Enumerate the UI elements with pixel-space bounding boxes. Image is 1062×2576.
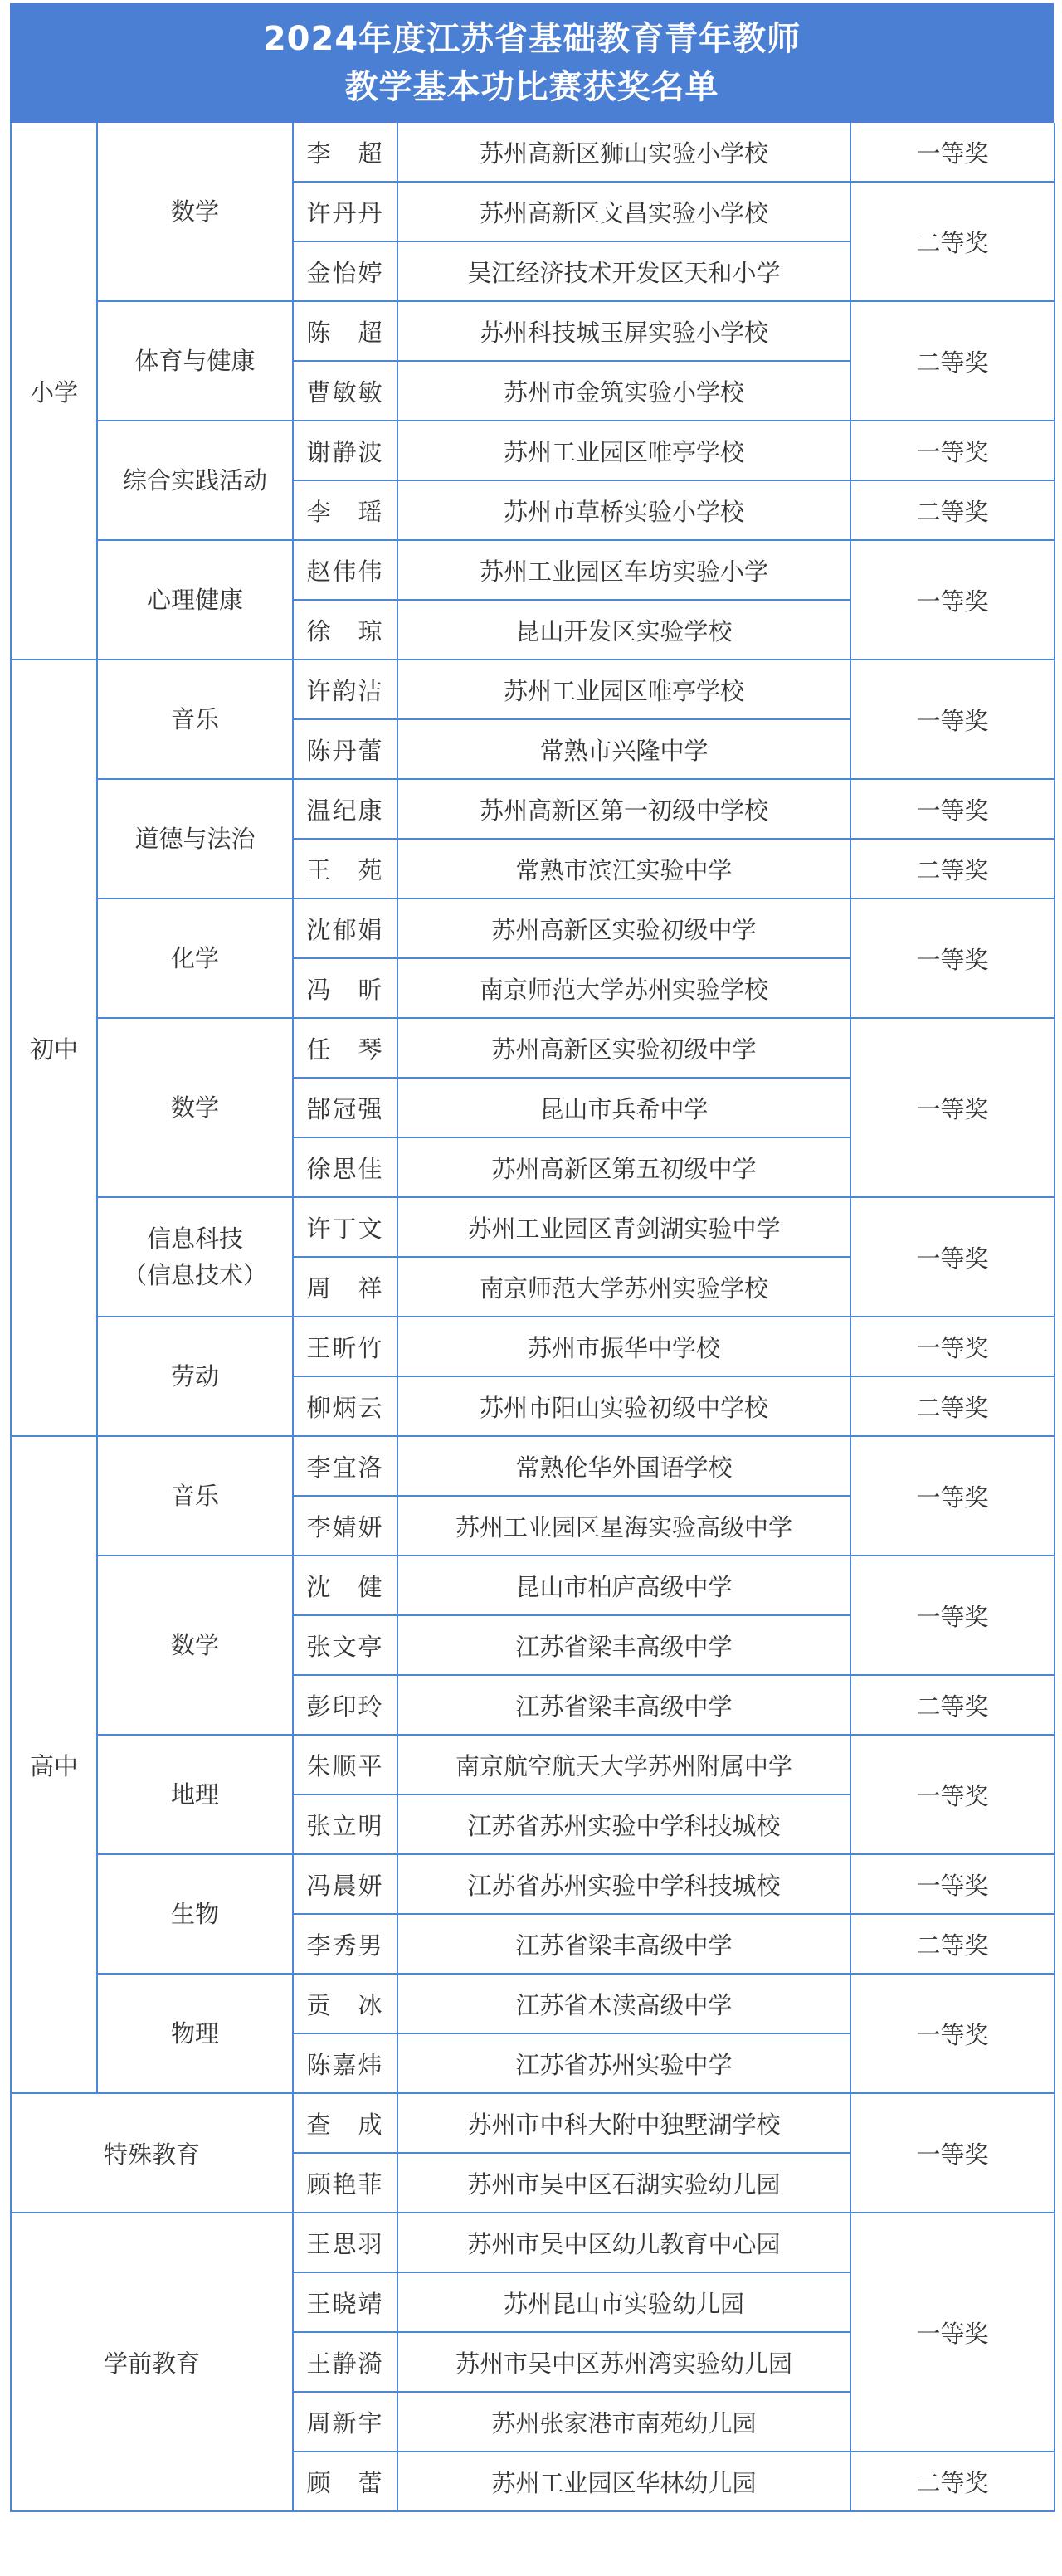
table-row [11, 1854, 1055, 1914]
school-cell: 江苏省苏州实验中学 [397, 2033, 850, 2093]
school-cell: 苏州高新区实验初级中学 [397, 898, 850, 958]
name-cell: 冯晨妍 [293, 1854, 397, 1914]
school-cell: 江苏省苏州实验中学科技城校 [397, 1854, 850, 1914]
table-row [11, 1735, 1055, 1794]
stage-cell: 小学 [11, 123, 97, 660]
table-row [11, 421, 1055, 480]
school-cell: 苏州张家港市南苑幼儿园 [397, 2392, 850, 2452]
name-cell: 王静漪 [293, 2332, 397, 2392]
school-cell: 苏州市草桥实验小学校 [397, 480, 850, 540]
page-title [10, 3, 1054, 123]
school-cell: 苏州高新区文昌实验小学校 [397, 182, 850, 241]
school-cell: 苏州市阳山实验初级中学校 [397, 1376, 850, 1436]
award-table [10, 123, 1055, 2512]
name-cell: 李宜洛 [293, 1436, 397, 1496]
subject-cell: 物理 [97, 1974, 293, 2093]
award-cell: 二等奖 [850, 480, 1055, 540]
name-cell: 彭印玲 [293, 1675, 397, 1735]
subject-cell: 数学 [97, 1556, 293, 1735]
name-cell: 许丹丹 [293, 182, 397, 241]
name-cell: 徐 琼 [293, 600, 397, 660]
subject-cell: 音乐 [97, 660, 293, 779]
school-cell: 昆山开发区实验学校 [397, 600, 850, 660]
award-cell: 一等奖 [850, 1854, 1055, 1914]
award-cell: 二等奖 [850, 1376, 1055, 1436]
school-cell: 常熟市兴隆中学 [397, 719, 850, 779]
table-row [11, 301, 1055, 361]
school-cell: 苏州工业园区青剑湖实验中学 [397, 1197, 850, 1257]
award-cell: 二等奖 [850, 301, 1055, 421]
school-cell: 苏州工业园区唯亭学校 [397, 660, 850, 719]
name-cell: 周新宇 [293, 2392, 397, 2452]
school-cell: 苏州高新区实验初级中学 [397, 1018, 850, 1078]
subject-cell: 心理健康 [97, 540, 293, 660]
subject-cell: 音乐 [97, 1436, 293, 1556]
subject-cell: 劳动 [97, 1317, 293, 1436]
name-cell: 李婧妍 [293, 1496, 397, 1556]
table-row [11, 1197, 1055, 1257]
name-cell: 许韵洁 [293, 660, 397, 719]
name-cell: 张文亭 [293, 1615, 397, 1675]
table-row [11, 660, 1055, 719]
name-cell: 温纪康 [293, 779, 397, 839]
table-row [11, 1556, 1055, 1615]
title-line-2: 教学基本功比赛获奖名单 [344, 68, 719, 106]
school-cell: 苏州高新区第五初级中学 [397, 1137, 850, 1197]
name-cell: 柳炳云 [293, 1376, 397, 1436]
table-row [11, 123, 1055, 182]
name-cell: 陈丹蕾 [293, 719, 397, 779]
school-cell: 南京航空航天大学苏州附属中学 [397, 1735, 850, 1794]
award-cell: 一等奖 [850, 660, 1055, 779]
name-cell: 谢静波 [293, 421, 397, 480]
table-row [11, 1317, 1055, 1376]
name-cell: 周 祥 [293, 1257, 397, 1317]
name-cell: 王昕竹 [293, 1317, 397, 1376]
school-cell: 常熟伦华外国语学校 [397, 1436, 850, 1496]
name-cell: 李秀男 [293, 1914, 397, 1974]
stage-cell: 初中 [11, 660, 97, 1436]
name-cell: 贡 冰 [293, 1974, 397, 2033]
subject-cell: 综合实践活动 [97, 421, 293, 540]
name-cell: 顾 蕾 [293, 2452, 397, 2511]
name-cell: 王 苑 [293, 839, 397, 898]
subject-cell: 体育与健康 [97, 301, 293, 421]
award-cell: 一等奖 [850, 540, 1055, 660]
school-cell: 南京师范大学苏州实验学校 [397, 1257, 850, 1317]
school-cell: 苏州市吴中区幼儿教育中心园 [397, 2213, 850, 2272]
school-cell: 苏州工业园区车坊实验小学 [397, 540, 850, 600]
school-cell: 苏州工业园区华林幼儿园 [397, 2452, 850, 2511]
stage-cell: 特殊教育 [11, 2093, 293, 2213]
school-cell: 昆山市兵希中学 [397, 1078, 850, 1137]
school-cell: 苏州高新区狮山实验小学校 [397, 123, 850, 182]
table-row [11, 1974, 1055, 2033]
name-cell: 李 超 [293, 123, 397, 182]
school-cell: 江苏省木渎高级中学 [397, 1974, 850, 2033]
name-cell: 郜冠强 [293, 1078, 397, 1137]
school-cell: 昆山市柏庐高级中学 [397, 1556, 850, 1615]
award-cell: 一等奖 [850, 1974, 1055, 2093]
award-cell: 二等奖 [850, 1914, 1055, 1974]
award-cell: 一等奖 [850, 779, 1055, 839]
award-cell: 一等奖 [850, 421, 1055, 480]
award-cell: 一等奖 [850, 1317, 1055, 1376]
award-cell: 一等奖 [850, 1556, 1055, 1675]
name-cell: 朱顺平 [293, 1735, 397, 1794]
name-cell: 陈 超 [293, 301, 397, 361]
school-cell: 苏州市吴中区石湖实验幼儿园 [397, 2153, 850, 2213]
name-cell: 冯 昕 [293, 958, 397, 1018]
subject-cell [97, 1197, 293, 1317]
table-row [11, 2093, 1055, 2153]
stage-cell: 学前教育 [11, 2213, 293, 2511]
name-cell: 李 瑶 [293, 480, 397, 540]
name-cell: 张立明 [293, 1794, 397, 1854]
award-cell: 一等奖 [850, 2093, 1055, 2213]
award-cell: 一等奖 [850, 1197, 1055, 1317]
award-cell: 二等奖 [850, 839, 1055, 898]
award-cell: 一等奖 [850, 898, 1055, 1018]
table-row [11, 540, 1055, 600]
stage-cell: 高中 [11, 1436, 97, 2093]
award-cell: 一等奖 [850, 1018, 1055, 1197]
subject-cell: 化学 [97, 898, 293, 1018]
award-cell: 二等奖 [850, 2452, 1055, 2511]
school-cell: 苏州市吴中区苏州湾实验幼儿园 [397, 2332, 850, 2392]
name-cell: 陈嘉炜 [293, 2033, 397, 2093]
name-cell: 赵伟伟 [293, 540, 397, 600]
award-cell: 一等奖 [850, 1436, 1055, 1556]
table-row [11, 2213, 1055, 2272]
award-cell: 二等奖 [850, 1675, 1055, 1735]
subject-cell: 数学 [97, 123, 293, 301]
school-cell: 苏州高新区第一初级中学校 [397, 779, 850, 839]
school-cell: 江苏省梁丰高级中学 [397, 1914, 850, 1974]
award-cell: 一等奖 [850, 1735, 1055, 1854]
award-cell: 一等奖 [850, 123, 1055, 182]
school-cell: 苏州市振华中学校 [397, 1317, 850, 1376]
table-row [11, 1436, 1055, 1496]
name-cell: 许丁文 [293, 1197, 397, 1257]
subject-line-2: （信息技术） [122, 1261, 267, 1289]
school-cell: 吴江经济技术开发区天和小学 [397, 241, 850, 301]
name-cell: 沈 健 [293, 1556, 397, 1615]
name-cell: 曹敏敏 [293, 361, 397, 421]
name-cell: 王思羽 [293, 2213, 397, 2272]
school-cell: 苏州昆山市实验幼儿园 [397, 2272, 850, 2332]
title-line-1: 2024年度江苏省基础教育青年教师 [262, 20, 801, 58]
subject-cell: 数学 [97, 1018, 293, 1197]
name-cell: 沈郁娟 [293, 898, 397, 958]
subject-cell: 生物 [97, 1854, 293, 1974]
name-cell: 顾艳菲 [293, 2153, 397, 2213]
table-row [11, 779, 1055, 839]
school-cell: 苏州市金筑实验小学校 [397, 361, 850, 421]
school-cell: 江苏省梁丰高级中学 [397, 1675, 850, 1735]
name-cell: 查 成 [293, 2093, 397, 2153]
table-row [11, 1018, 1055, 1078]
subject-cell: 地理 [97, 1735, 293, 1854]
name-cell: 王晓靖 [293, 2272, 397, 2332]
school-cell: 常熟市滨江实验中学 [397, 839, 850, 898]
award-cell: 二等奖 [850, 182, 1055, 301]
name-cell: 任 琴 [293, 1018, 397, 1078]
subject-cell: 道德与法治 [97, 779, 293, 898]
subject-line-1: 信息科技 [146, 1225, 243, 1253]
school-cell: 苏州工业园区唯亭学校 [397, 421, 850, 480]
award-cell: 一等奖 [850, 2213, 1055, 2452]
school-cell: 苏州工业园区星海实验高级中学 [397, 1496, 850, 1556]
school-cell: 江苏省苏州实验中学科技城校 [397, 1794, 850, 1854]
school-cell: 江苏省梁丰高级中学 [397, 1615, 850, 1675]
name-cell: 金怡婷 [293, 241, 397, 301]
name-cell: 徐思佳 [293, 1137, 397, 1197]
table-row [11, 898, 1055, 958]
school-cell: 苏州市中科大附中独墅湖学校 [397, 2093, 850, 2153]
school-cell: 南京师范大学苏州实验学校 [397, 958, 850, 1018]
school-cell: 苏州科技城玉屏实验小学校 [397, 301, 850, 361]
